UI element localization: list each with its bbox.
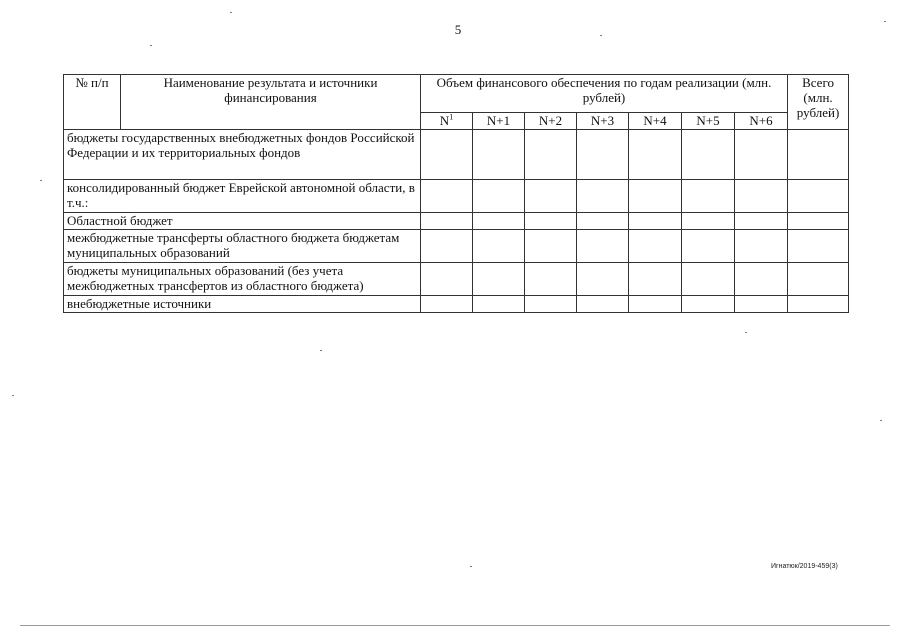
- page-number: 5: [454, 22, 462, 37]
- row-label: Областной бюджет: [64, 213, 421, 230]
- table-cell: [473, 263, 525, 296]
- table-row: [64, 180, 849, 213]
- table-cell: [788, 230, 849, 263]
- table-cell: [577, 213, 629, 230]
- table-cell: [682, 180, 735, 213]
- table-cell: [525, 130, 577, 180]
- footnote-mark: 1: [449, 112, 454, 122]
- table-cell: [421, 263, 473, 296]
- header-total: Всего (млн. рублей): [788, 75, 849, 130]
- table-cell: [788, 180, 849, 213]
- table-cell: [629, 296, 682, 313]
- table-cell: [577, 296, 629, 313]
- table-cell: [473, 213, 525, 230]
- header-year-n3: N+3: [577, 113, 629, 130]
- table-cell: [629, 263, 682, 296]
- table-cell: [473, 296, 525, 313]
- table-cell: [735, 130, 788, 180]
- table-cell: [682, 213, 735, 230]
- header-year-n4: N+4: [629, 113, 682, 130]
- header-year-n2: N+2: [525, 113, 577, 130]
- header-year-n: [421, 113, 473, 130]
- table-row: [64, 130, 849, 180]
- document-code: Игнатюк/2019-459(3): [771, 563, 838, 570]
- table-cell: [421, 213, 473, 230]
- table-cell: [735, 296, 788, 313]
- table-cell: [629, 213, 682, 230]
- table-cell: [525, 296, 577, 313]
- table-cell: [421, 230, 473, 263]
- row-label: бюджеты государственных внебюджетных фондов Российской Федерации и их территориальных фондов: [64, 130, 421, 180]
- table-cell: [473, 180, 525, 213]
- table-cell: [682, 130, 735, 180]
- table-cell: [682, 296, 735, 313]
- table-cell: [629, 130, 682, 180]
- year-label: N: [439, 113, 450, 128]
- table-cell: [525, 213, 577, 230]
- financing-table: [63, 74, 849, 313]
- table-cell: [735, 213, 788, 230]
- table-cell: [735, 180, 788, 213]
- header-volume: Объем финансового обеспечения по годам реализации (млн. рублей): [421, 75, 788, 113]
- table-cell: [421, 296, 473, 313]
- table-cell: [473, 230, 525, 263]
- table-cell: [682, 263, 735, 296]
- header-year-n5: N+5: [682, 113, 735, 130]
- table-row: [64, 230, 849, 263]
- row-label: консолидированный бюджет Еврейской автономной области, в т.ч.:: [64, 180, 421, 213]
- row-label: межбюджетные трансферты областного бюджета бюджетам муниципальных образований: [64, 230, 421, 263]
- table-cell: [629, 180, 682, 213]
- row-label: внебюджетные источники: [64, 296, 421, 313]
- row-label: бюджеты муниципальных образований (без учета межбюджетных трансфертов из областного бюджета): [64, 263, 421, 296]
- header-year-n6: N+6: [735, 113, 788, 130]
- table-cell: [788, 213, 849, 230]
- table-row: [64, 296, 849, 313]
- table-cell: [735, 230, 788, 263]
- header-year-n1: N+1: [473, 113, 525, 130]
- scan-edge-line: [20, 625, 890, 626]
- table-cell: [525, 230, 577, 263]
- table-cell: [473, 130, 525, 180]
- table-cell: [788, 263, 849, 296]
- table-cell: [629, 230, 682, 263]
- table-row: [64, 263, 849, 296]
- table-cell: [577, 263, 629, 296]
- table-cell: [735, 263, 788, 296]
- table-cell: [421, 180, 473, 213]
- table-cell: [525, 263, 577, 296]
- table-row: [64, 213, 849, 230]
- table-cell: [577, 230, 629, 263]
- table-cell: [421, 130, 473, 180]
- table-cell: [525, 180, 577, 213]
- header-name: Наименование результата и источники финансирования: [121, 75, 421, 130]
- table-cell: [788, 296, 849, 313]
- header-number: № п/п: [64, 75, 121, 130]
- table-cell: [577, 130, 629, 180]
- table-cell: [682, 230, 735, 263]
- table-cell: [577, 180, 629, 213]
- table-cell: [788, 130, 849, 180]
